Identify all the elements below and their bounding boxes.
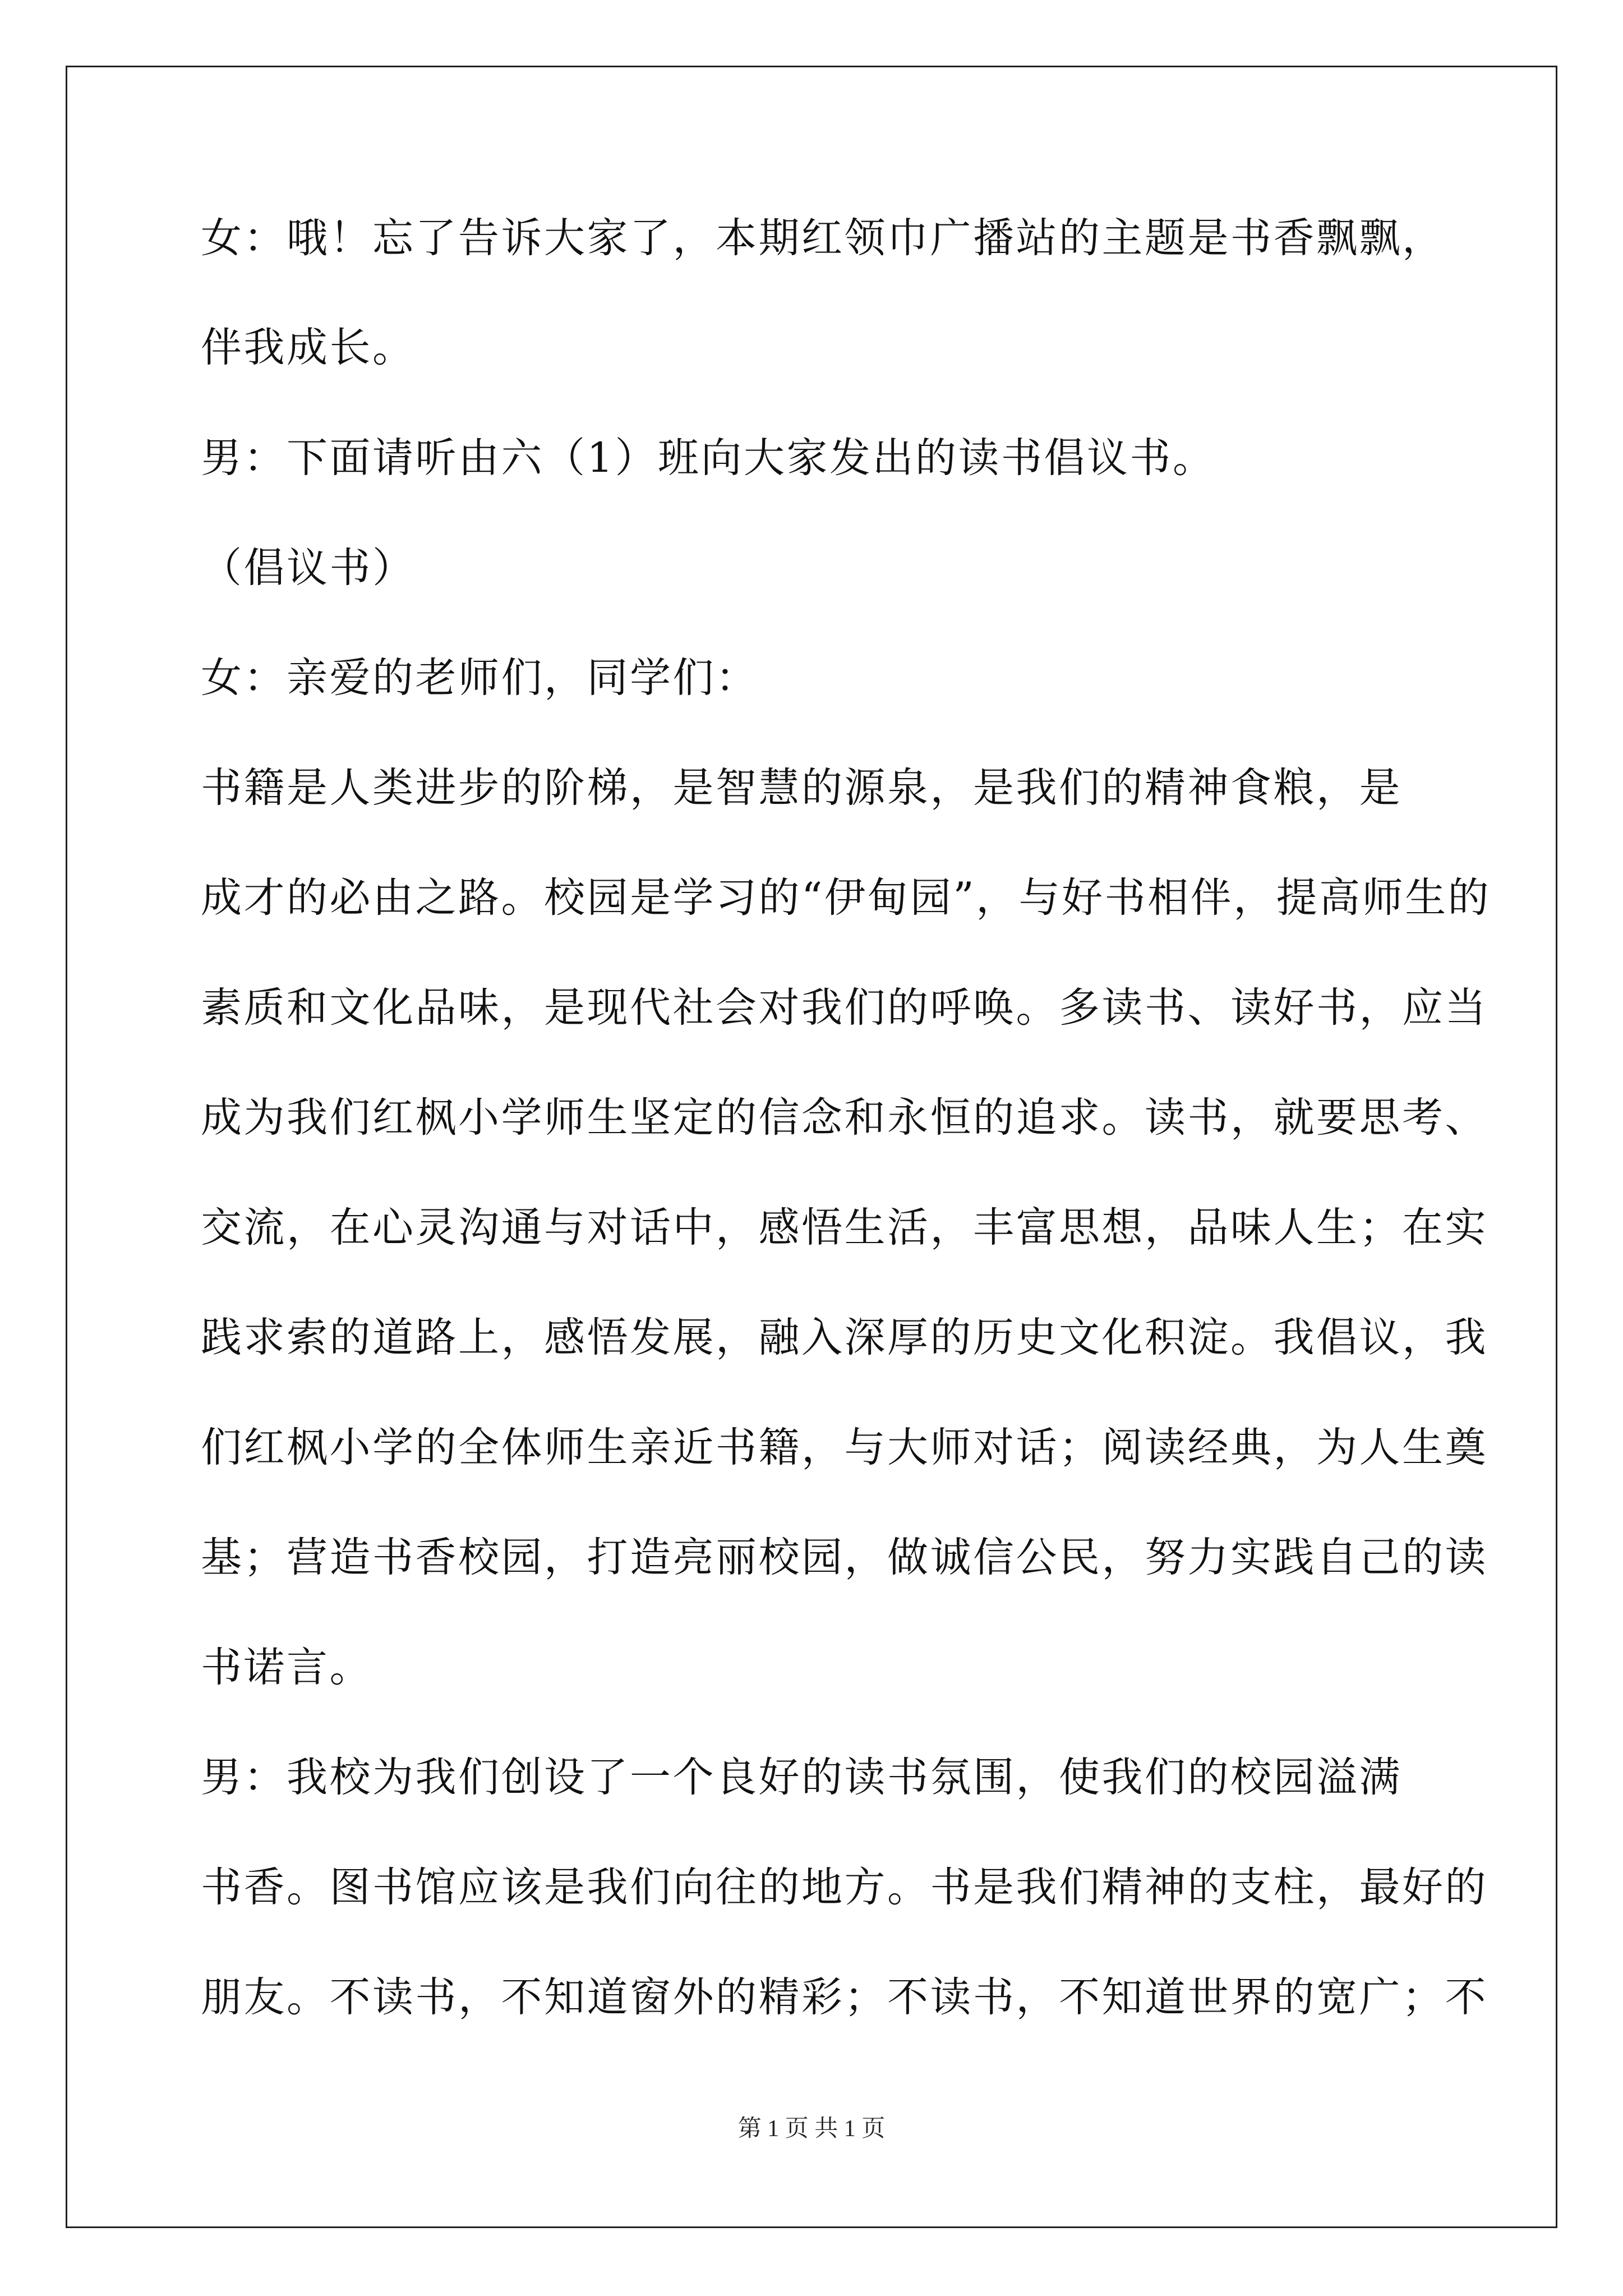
text-line: 男：下面请听由六（1）班向大家发出的读书倡议书。 bbox=[201, 434, 1216, 482]
text-line: 交流，在心灵沟通与对话中，感悟生活，丰富思想，品味人生；在实 bbox=[201, 1204, 1488, 1251]
text-line: 们红枫小学的全体师生亲近书籍，与大师对话；阅读经典，为人生奠 bbox=[201, 1424, 1488, 1471]
text-line: 书诺言。 bbox=[201, 1644, 372, 1691]
text-line: 女：哦！忘了告诉大家了，本期红领巾广播站的主题是书香飘飘， bbox=[201, 214, 1445, 262]
text-line: 朋友。不读书，不知道窗外的精彩；不读书，不知道世界的宽广；不 bbox=[201, 1973, 1488, 2021]
text-line: 女：亲爱的老师们，同学们： bbox=[201, 654, 759, 702]
text-line: （倡议书） bbox=[201, 544, 416, 592]
text-line: 书籍是人类进步的阶梯，是智慧的源泉，是我们的精神食粮，是 bbox=[201, 764, 1402, 812]
text-line: 伴我成长。 bbox=[201, 324, 416, 371]
text-line: 成才的必由之路。校园是学习的“伊甸园”，与好书相伴，提高师生的 bbox=[201, 874, 1491, 922]
text-line: 素质和文化品味，是现代社会对我们的呼唤。多读书、读好书，应当 bbox=[201, 984, 1488, 1032]
text-line: 男：我校为我们创设了一个良好的读书氛围，使我们的校园溢满 bbox=[201, 1754, 1402, 1801]
text-line: 成为我们红枫小学师生坚定的信念和永恒的追求。读书，就要思考、 bbox=[201, 1094, 1488, 1142]
text-line: 书香。图书馆应该是我们向往的地方。书是我们精神的支柱，最好的 bbox=[201, 1864, 1488, 1911]
text-line: 践求索的道路上，感悟发展，融入深厚的历史文化积淀。我倡议，我 bbox=[201, 1314, 1488, 1361]
text-line: 基；营造书香校园，打造亮丽校园，做诚信公民，努力实践自己的读 bbox=[201, 1534, 1488, 1581]
page-number-footer: 第 1 页 共 1 页 bbox=[737, 2116, 886, 2142]
